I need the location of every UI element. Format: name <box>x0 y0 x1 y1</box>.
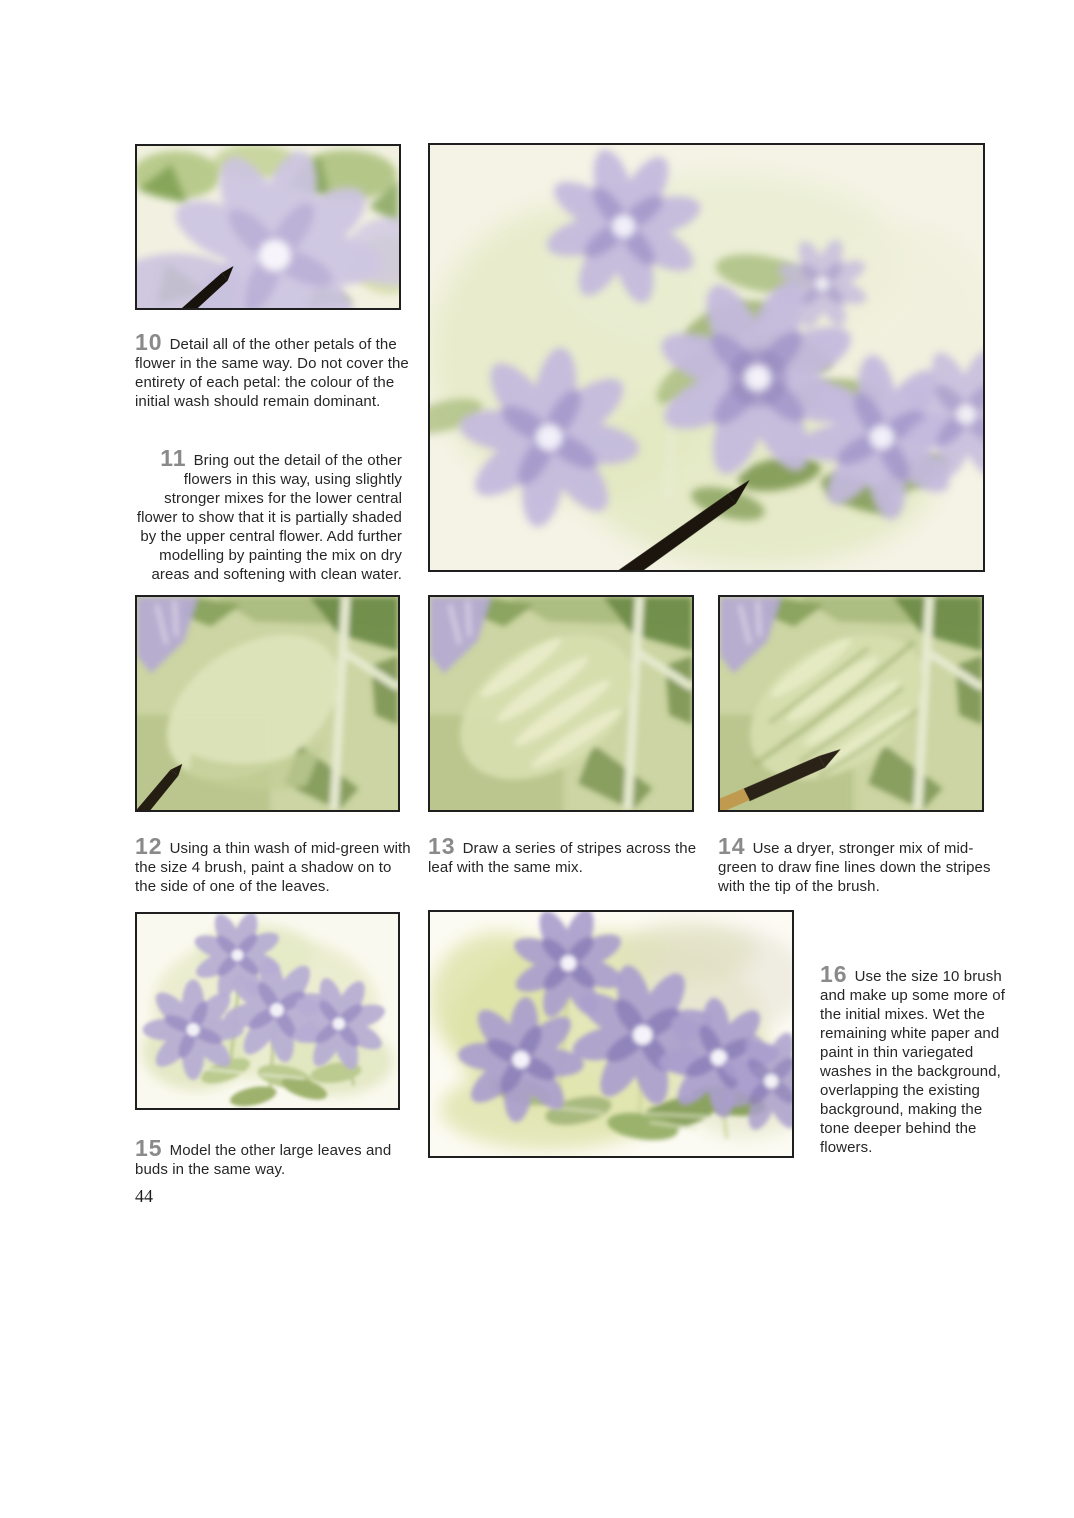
step-16-caption <box>820 961 1012 1157</box>
step-12-number: 12 <box>135 833 163 859</box>
step-11-text: Bring out the detail of the other flowers in this way, using slightly stronger mixes for the lower central flower to show that it is partially shaded by the upper central flower. Add further modelling by painting the mix on dry areas and softening with clean water. <box>136 452 402 583</box>
step-15-caption <box>135 1135 419 1179</box>
step-15-number: 15 <box>135 1135 163 1161</box>
step-10-number: 10 <box>135 329 163 355</box>
step-10-caption <box>135 329 419 411</box>
step-14-illustration <box>720 597 982 810</box>
step-12-photo <box>135 595 400 812</box>
step-11-photo <box>428 143 985 572</box>
step-15-photo <box>135 912 400 1110</box>
step-11-illustration <box>430 145 983 570</box>
step-13-caption <box>428 833 710 877</box>
step-12-caption <box>135 833 413 896</box>
step-11-caption <box>126 445 402 584</box>
step-11-number: 11 <box>160 445 187 471</box>
step-16-number: 16 <box>820 961 848 987</box>
step-13-illustration <box>430 597 692 810</box>
step-16-text: Use the size 10 brush and make up some more of the initial mixes. Wet the remaining white paper and paint in thin variegated washes in the background, overlapping the existing background, making the tone deeper behind the flowers. <box>820 968 1005 1156</box>
step-10-illustration <box>137 146 399 308</box>
step-15-illustration <box>137 914 398 1108</box>
step-16-illustration <box>430 912 792 1156</box>
step-15-text: Model the other large leaves and buds in the same way. <box>135 1142 392 1178</box>
step-14-photo <box>718 595 984 812</box>
step-13-text: Draw a series of stripes across the leaf with the same mix. <box>428 840 697 876</box>
step-14-caption <box>718 833 998 896</box>
step-13-number: 13 <box>428 833 456 859</box>
step-13-photo <box>428 595 694 812</box>
step-14-text: Use a dryer, stronger mix of mid-green to draw fine lines down the stripes with the tip of the brush. <box>718 840 991 895</box>
step-14-number: 14 <box>718 833 746 859</box>
step-10-text: Detail all of the other petals of the flower in the same way. Do not cover the entirety of each petal: the colour of the initial wash should remain dominant. <box>135 336 409 410</box>
step-12-text: Using a thin wash of mid-green with the size 4 brush, paint a shadow on to the side of one of the leaves. <box>135 840 411 895</box>
page-number: 44 <box>135 1186 153 1206</box>
step-10-photo <box>135 144 401 310</box>
step-12-illustration <box>137 597 398 810</box>
step-16-photo <box>428 910 794 1158</box>
